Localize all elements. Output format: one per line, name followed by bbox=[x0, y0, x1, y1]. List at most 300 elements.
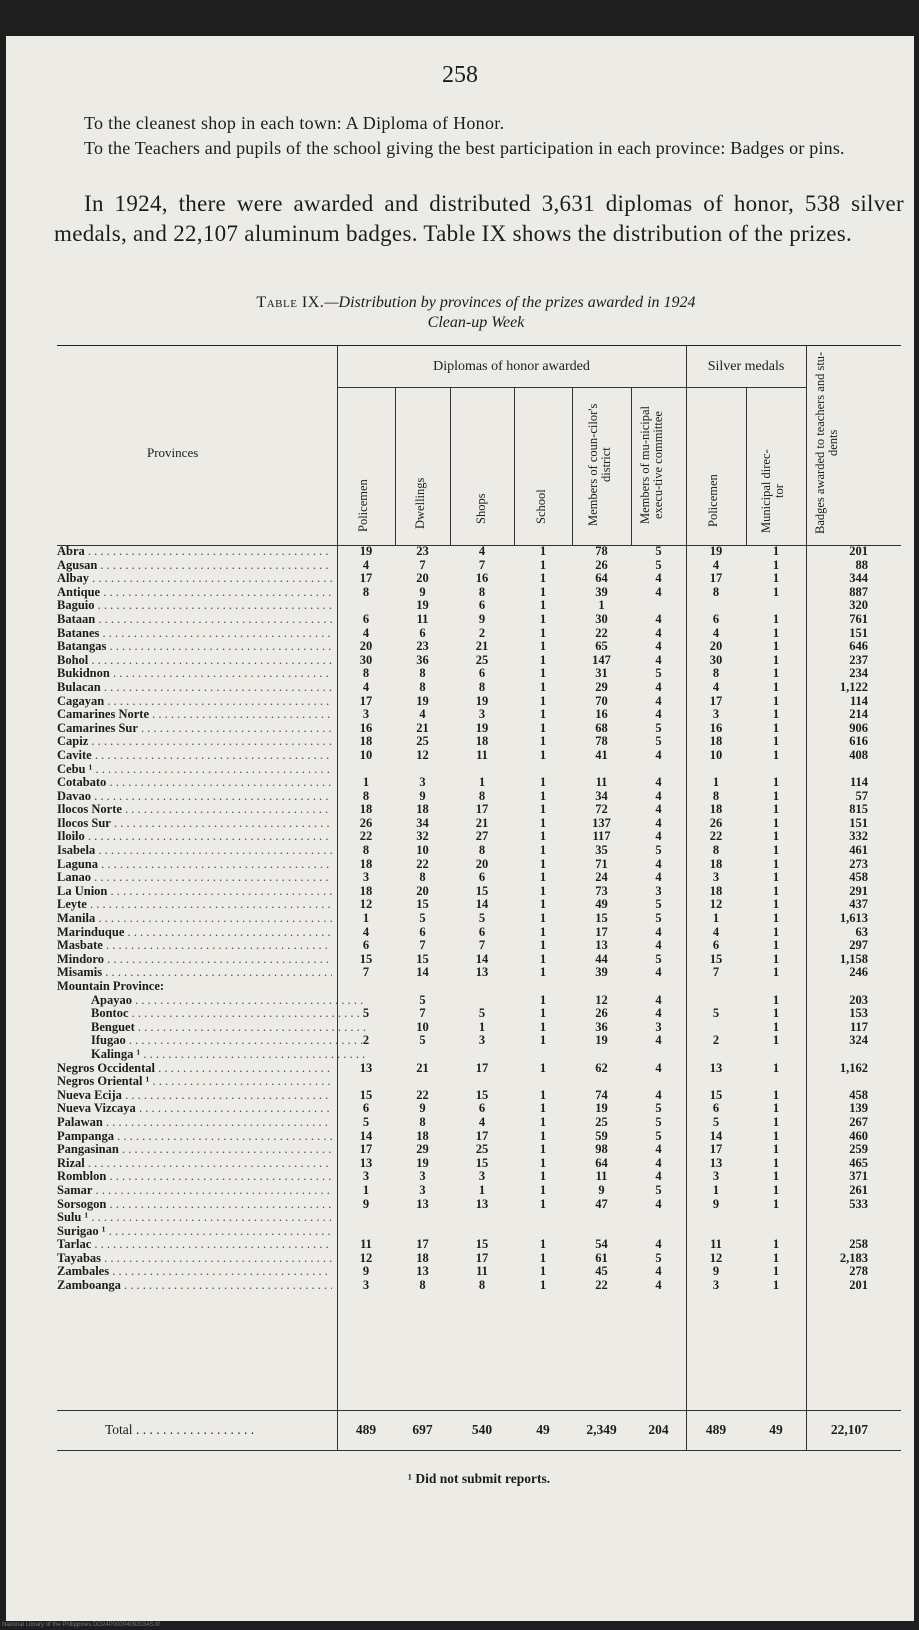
table-cell: 246 bbox=[849, 965, 868, 980]
table-cell: 1 bbox=[598, 598, 605, 613]
table-cell: 4 bbox=[655, 584, 662, 599]
table-top-rule bbox=[57, 345, 901, 346]
table-cell: 26 bbox=[595, 557, 608, 572]
table-cell: 17 bbox=[359, 693, 373, 708]
table-cell: 17 bbox=[475, 802, 489, 817]
column-header-executive-committee: Members of mu-nicipal execu-tive committee bbox=[638, 405, 665, 525]
table-cell: 8 bbox=[712, 584, 720, 599]
table-cell: 5 bbox=[655, 951, 662, 966]
table-row bbox=[57, 1062, 901, 1076]
document-page bbox=[6, 36, 914, 1621]
table-cell: 815 bbox=[849, 802, 868, 817]
table-cell: 12 bbox=[359, 897, 373, 912]
table-cell: 1 bbox=[539, 897, 547, 912]
table-cell: 8 bbox=[419, 1114, 426, 1129]
table-cell: 18 bbox=[359, 734, 373, 749]
table-cell: 278 bbox=[849, 1264, 868, 1279]
table-cell: 1 bbox=[539, 1182, 547, 1197]
table-cell: 9 bbox=[362, 1196, 370, 1211]
province-name: Ifugao . . . bbox=[91, 1034, 366, 1048]
table-cell: 73 bbox=[595, 883, 608, 898]
table-cell: 5 bbox=[655, 1182, 662, 1197]
table-cell: 1 bbox=[539, 924, 547, 939]
table-cell: 1 bbox=[772, 1182, 780, 1197]
table-cell: 15 bbox=[709, 1087, 723, 1102]
table-cell: 117 bbox=[849, 1019, 868, 1034]
table-cell: 19 bbox=[709, 544, 723, 558]
table-cell: 4 bbox=[655, 938, 662, 953]
table-cell: 1 bbox=[539, 707, 547, 722]
table-cell: 1 bbox=[539, 747, 547, 762]
table-cell: 3 bbox=[362, 870, 370, 885]
table-row bbox=[57, 722, 901, 736]
table-cell: 1 bbox=[772, 557, 780, 572]
group-rule bbox=[686, 387, 806, 388]
table-row bbox=[57, 735, 901, 749]
col-divider bbox=[631, 387, 632, 545]
table-cell: 4 bbox=[655, 571, 662, 586]
table-cell: 1 bbox=[772, 625, 780, 640]
table-cell: 8 bbox=[362, 584, 370, 599]
province-name: Ilocos Norte . . . bbox=[57, 803, 332, 817]
table-cell: 616 bbox=[849, 734, 868, 749]
table-cell: 1 bbox=[772, 544, 780, 558]
table-cell: 34 bbox=[416, 815, 429, 830]
table-cell: 18 bbox=[709, 802, 723, 817]
table-cell: 5 bbox=[655, 734, 662, 749]
province-name: Negros Occidental . . . bbox=[57, 1062, 332, 1076]
table-cell: 25 bbox=[475, 1142, 489, 1157]
province-name: Cebu ¹ . . . bbox=[57, 763, 332, 777]
table-cell: 6 bbox=[712, 938, 720, 953]
table-cell: 17 bbox=[475, 1060, 489, 1075]
table-cell: 6 bbox=[478, 924, 486, 939]
table-cell: 4 bbox=[362, 557, 370, 572]
col-divider bbox=[686, 1410, 687, 1450]
table-cell: 11 bbox=[710, 1237, 722, 1252]
table-cell: 12 bbox=[359, 1250, 373, 1265]
paragraph-cleanest-shop: To the cleanest shop in each town: A Diploma of Honor. bbox=[84, 113, 505, 133]
table-row bbox=[57, 1225, 901, 1239]
column-header-badges: Badges awarded to teachers and stu-dents bbox=[813, 351, 840, 535]
table-cell: 6 bbox=[362, 611, 370, 626]
column-header-councilors-district: Members of coun-cilor's district bbox=[586, 403, 613, 527]
col-divider bbox=[337, 345, 338, 545]
table-cell: 17 bbox=[475, 1250, 489, 1265]
total-cell: 2,349 bbox=[586, 1422, 617, 1437]
table-cell: 1 bbox=[772, 666, 780, 681]
table-cell: 3 bbox=[478, 1033, 486, 1048]
table-cell: 1 bbox=[478, 775, 486, 790]
table-cell: 1 bbox=[539, 992, 547, 1007]
table-row bbox=[57, 572, 901, 586]
total-cell: 49 bbox=[769, 1422, 783, 1437]
col-divider bbox=[395, 387, 396, 545]
table-cell: 3 bbox=[362, 1169, 370, 1184]
table-cell: 1 bbox=[772, 883, 780, 898]
table-cell: 1 bbox=[772, 829, 780, 844]
table-cell: 47 bbox=[595, 1196, 608, 1211]
province-name: Albay . . . bbox=[57, 572, 332, 586]
table-cell: 78 bbox=[595, 544, 608, 558]
table-cell: 4 bbox=[655, 788, 662, 803]
province-name: Nueva Ecija . . . bbox=[57, 1089, 332, 1103]
table-cell: 437 bbox=[849, 897, 868, 912]
province-name: Misamis . . . bbox=[57, 966, 332, 980]
table-cell: 21 bbox=[416, 1060, 429, 1075]
province-name: Palawan . . . bbox=[57, 1116, 332, 1130]
table-cell: 8 bbox=[712, 843, 720, 858]
table-cell: 16 bbox=[359, 720, 373, 735]
table-cell: 1 bbox=[772, 693, 780, 708]
table-cell: 1 bbox=[772, 897, 780, 912]
table-row bbox=[57, 1184, 901, 1198]
table-cell: 6 bbox=[478, 598, 486, 613]
table-cell: 4 bbox=[655, 652, 662, 667]
table-caption bbox=[56, 293, 896, 333]
table-cell: 4 bbox=[655, 707, 662, 722]
table-cell: 22 bbox=[595, 1278, 608, 1293]
table-cell: 8 bbox=[712, 788, 720, 803]
table-cell: 8 bbox=[362, 843, 370, 858]
table-cell: 13 bbox=[475, 1196, 489, 1211]
table-row bbox=[57, 776, 901, 790]
table-cell: 6 bbox=[478, 666, 486, 681]
table-cell: 14 bbox=[359, 1128, 373, 1143]
table-row bbox=[57, 1007, 901, 1021]
table-cell: 2 bbox=[712, 1033, 720, 1048]
table-cell: 1 bbox=[539, 856, 547, 871]
table-cell: 1 bbox=[539, 775, 547, 790]
table-cell: 25 bbox=[475, 652, 489, 667]
table-cell: 1 bbox=[772, 1101, 780, 1116]
group-header-silver-medals: Silver medals bbox=[707, 359, 785, 374]
table-cell: 8 bbox=[419, 1278, 426, 1293]
table-cell: 259 bbox=[849, 1142, 868, 1157]
total-cell: 489 bbox=[705, 1422, 727, 1437]
table-cell: 6 bbox=[478, 870, 486, 885]
province-name: Mountain Province: bbox=[57, 980, 165, 993]
table-cell: 19 bbox=[595, 1033, 608, 1048]
table-cell: 21 bbox=[475, 639, 489, 654]
table-cell: 887 bbox=[849, 584, 868, 599]
table-cell: 3 bbox=[655, 1019, 662, 1034]
table-cell: 18 bbox=[416, 1128, 429, 1143]
table-cell: 1 bbox=[772, 938, 780, 953]
table-cell: 1 bbox=[772, 992, 780, 1007]
table-cell: 20 bbox=[416, 883, 429, 898]
table-cell: 16 bbox=[595, 707, 608, 722]
table-row bbox=[57, 1021, 901, 1035]
table-cell: 761 bbox=[849, 611, 868, 626]
table-cell: 5 bbox=[478, 1006, 486, 1021]
total-row bbox=[57, 1410, 901, 1450]
table-cell: 16 bbox=[475, 571, 489, 586]
total-label: Total . . . bbox=[105, 1410, 254, 1450]
group-header-diplomas: Diplomas of honor awarded bbox=[433, 359, 590, 374]
table-row bbox=[57, 790, 901, 804]
table-cell: 59 bbox=[595, 1128, 608, 1143]
table-cell: 13 bbox=[475, 965, 489, 980]
table-cell: 1 bbox=[539, 1006, 547, 1021]
table-cell: 1 bbox=[772, 1033, 780, 1048]
table-cell: 21 bbox=[475, 815, 489, 830]
col-divider bbox=[337, 1410, 338, 1450]
table-cell: 39 bbox=[595, 965, 608, 980]
table-cell: 6 bbox=[362, 938, 370, 953]
table-cell: 31 bbox=[595, 666, 608, 681]
table-cell: 1 bbox=[772, 1196, 780, 1211]
table-cell: 261 bbox=[849, 1182, 868, 1197]
province-name: Bontoc . . . bbox=[91, 1007, 366, 1021]
table-cell: 10 bbox=[416, 843, 429, 858]
table-cell: 1 bbox=[772, 951, 780, 966]
table-cell: 4 bbox=[362, 924, 370, 939]
province-name: Davao . . . bbox=[57, 790, 332, 804]
table-cell: 25 bbox=[595, 1114, 608, 1129]
table-cell: 88 bbox=[855, 557, 868, 572]
table-cell: 9 bbox=[419, 584, 426, 599]
table-cell: 15 bbox=[475, 1237, 489, 1252]
table-cell: 14 bbox=[475, 897, 489, 912]
table-cell: 1 bbox=[712, 911, 720, 926]
table-cell: 4 bbox=[655, 802, 662, 817]
table-row bbox=[57, 763, 901, 777]
table-cell: 1 bbox=[539, 965, 547, 980]
table-cell: 9 bbox=[712, 1264, 720, 1279]
table-row bbox=[57, 994, 901, 1008]
table-cell: 4 bbox=[655, 829, 662, 844]
table-cell: 1 bbox=[772, 815, 780, 830]
table-cell: 15 bbox=[359, 1087, 373, 1102]
table-cell: 1 bbox=[772, 1006, 780, 1021]
table-cell: 4 bbox=[712, 679, 720, 694]
table-cell: 1 bbox=[772, 802, 780, 817]
table-cell: 1 bbox=[772, 1278, 780, 1293]
table-body bbox=[57, 545, 901, 1293]
table-row bbox=[57, 1075, 901, 1089]
table-row bbox=[57, 1157, 901, 1171]
table-cell: 29 bbox=[416, 1142, 429, 1157]
table-cell: 4 bbox=[655, 775, 662, 790]
table-cell: 10 bbox=[709, 747, 723, 762]
table-row bbox=[57, 817, 901, 831]
table-cell: 5 bbox=[712, 1114, 720, 1129]
table-cell: 5 bbox=[655, 666, 662, 681]
province-name: Baguio . . . bbox=[57, 599, 332, 613]
table-row bbox=[57, 1279, 901, 1293]
table-cell: 17 bbox=[475, 1128, 489, 1143]
table-cell: 1 bbox=[539, 870, 547, 885]
table-cell: 8 bbox=[478, 1278, 486, 1293]
table-cell: 6 bbox=[712, 611, 720, 626]
table-cell: 7 bbox=[478, 938, 486, 953]
table-cell: 15 bbox=[709, 951, 723, 966]
table-caption-text: —Distribution by provinces of the prizes awarded in 1924 bbox=[324, 294, 696, 311]
table-cell: 1 bbox=[539, 652, 547, 667]
table-cell: 3 bbox=[478, 707, 486, 722]
province-name: Cotabato . . . bbox=[57, 776, 332, 790]
table-cell: 11 bbox=[476, 1264, 488, 1279]
province-name: Zambales . . . bbox=[57, 1265, 332, 1279]
table-row bbox=[57, 1238, 901, 1252]
table-row bbox=[57, 1211, 901, 1225]
table-cell: 1 bbox=[539, 1264, 547, 1279]
total-cell: 49 bbox=[536, 1422, 550, 1437]
table-cell: 5 bbox=[419, 911, 426, 926]
table-cell: 8 bbox=[478, 843, 486, 858]
table-cell: 1 bbox=[539, 1142, 547, 1157]
province-name: Capiz . . . bbox=[57, 735, 332, 749]
table-cell: 19 bbox=[416, 598, 429, 613]
province-name: Tarlac . . . bbox=[57, 1238, 332, 1252]
table-cell: 5 bbox=[655, 1114, 662, 1129]
table-cell: 13 bbox=[709, 1155, 723, 1170]
table-row bbox=[57, 749, 901, 763]
table-row bbox=[57, 1265, 901, 1279]
province-name: Leyte . . . bbox=[57, 898, 332, 912]
table-cell: 18 bbox=[359, 856, 373, 871]
table-cell: 1 bbox=[539, 1128, 547, 1143]
col-divider bbox=[806, 1410, 807, 1450]
table-cell: 8 bbox=[362, 666, 370, 681]
table-row bbox=[57, 654, 901, 668]
table-cell: 4 bbox=[362, 625, 370, 640]
table-cell: 12 bbox=[709, 897, 723, 912]
column-header-policemen: Policemen bbox=[356, 479, 370, 533]
column-header-school: School bbox=[534, 489, 548, 525]
table-cell: 4 bbox=[655, 856, 662, 871]
table-cell: 1 bbox=[772, 843, 780, 858]
table-cell: 4 bbox=[655, 1087, 662, 1102]
total-cell: 489 bbox=[355, 1422, 377, 1437]
province-name: Antique . . . bbox=[57, 586, 332, 600]
table-cell: 7 bbox=[419, 938, 426, 953]
table-cell: 458 bbox=[849, 870, 868, 885]
table-cell: 18 bbox=[359, 802, 373, 817]
table-cell: 461 bbox=[849, 843, 868, 858]
table-caption-subtitle: Clean-up Week bbox=[427, 314, 525, 331]
table-cell: 64 bbox=[595, 571, 608, 586]
table-row bbox=[57, 980, 901, 994]
table-cell: 3 bbox=[478, 1169, 486, 1184]
table-row bbox=[57, 953, 901, 967]
table-cell: 646 bbox=[849, 639, 868, 654]
table-cell: 1 bbox=[772, 1250, 780, 1265]
table-cell: 4 bbox=[655, 924, 662, 939]
table-cell: 4 bbox=[655, 639, 662, 654]
table-cell: 6 bbox=[419, 924, 426, 939]
table-cell: 4 bbox=[655, 1169, 662, 1184]
table-cell: 1 bbox=[772, 1114, 780, 1129]
table-cell: 1 bbox=[539, 571, 547, 586]
table-cell: 4 bbox=[362, 679, 370, 694]
table-cell: 4 bbox=[655, 1264, 662, 1279]
table-cell: 61 bbox=[595, 1250, 608, 1265]
table-cell: 54 bbox=[595, 1237, 608, 1252]
table-cell: 22 bbox=[416, 856, 429, 871]
table-cell: 5 bbox=[655, 720, 662, 735]
table-cell: 344 bbox=[849, 571, 868, 586]
table-cell: 4 bbox=[655, 679, 662, 694]
table-cell: 1 bbox=[539, 815, 547, 830]
table-row bbox=[57, 1116, 901, 1130]
table-cell: 15 bbox=[475, 1087, 489, 1102]
table-cell: 4 bbox=[655, 1278, 662, 1293]
table-cell: 13 bbox=[359, 1155, 373, 1170]
table-cell: 3 bbox=[419, 775, 426, 790]
table-cell: 1 bbox=[539, 1033, 547, 1048]
table-cell: 1 bbox=[539, 679, 547, 694]
table-cell: 458 bbox=[849, 1087, 868, 1102]
province-name: Samar . . . bbox=[57, 1184, 332, 1198]
table-cell: 7 bbox=[478, 557, 486, 572]
table-cell: 1 bbox=[772, 679, 780, 694]
province-name: Nueva Vizcaya . . . bbox=[57, 1102, 332, 1116]
table-cell: 5 bbox=[362, 1114, 370, 1129]
table-cell: 3 bbox=[419, 1169, 426, 1184]
province-name: Tayabas . . . bbox=[57, 1252, 332, 1266]
table-cell: 8 bbox=[419, 870, 426, 885]
table-cell: 371 bbox=[849, 1169, 868, 1184]
table-cell: 3 bbox=[712, 870, 720, 885]
table-cell: 237 bbox=[849, 652, 868, 667]
table-cell: 1 bbox=[772, 788, 780, 803]
table-cell: 6 bbox=[362, 1101, 370, 1116]
table-cell: 19 bbox=[475, 693, 489, 708]
table-cell: 78 bbox=[595, 734, 608, 749]
table-cell: 1 bbox=[539, 1169, 547, 1184]
province-name: Isabela . . . bbox=[57, 844, 332, 858]
table-cell: 1 bbox=[772, 870, 780, 885]
table-cell: 1 bbox=[362, 1182, 370, 1197]
table-cell: 4 bbox=[655, 625, 662, 640]
table-row bbox=[57, 1170, 901, 1184]
table-cell: 5 bbox=[655, 1128, 662, 1143]
table-cell: 18 bbox=[709, 734, 723, 749]
table-cell: 8 bbox=[478, 584, 486, 599]
total-bottom-rule bbox=[57, 1450, 901, 1451]
table-cell: 10 bbox=[416, 1019, 429, 1034]
col-divider bbox=[686, 345, 687, 545]
province-name: Rizal . . . bbox=[57, 1157, 332, 1171]
province-name: Bataan . . . bbox=[57, 613, 332, 627]
table-cell: 1 bbox=[478, 1019, 486, 1034]
table-cell: 13 bbox=[359, 1060, 373, 1075]
table-cell: 5 bbox=[655, 911, 662, 926]
column-header-shops: Shops bbox=[474, 493, 488, 525]
table-cell: 22 bbox=[359, 829, 373, 844]
table-cell: 18 bbox=[709, 856, 723, 871]
province-name: Laguna . . . bbox=[57, 858, 332, 872]
table-row bbox=[57, 586, 901, 600]
table-cell: 1,162 bbox=[839, 1060, 868, 1075]
table-cell: 5 bbox=[655, 1101, 662, 1116]
table-cell: 117 bbox=[592, 829, 611, 844]
table-cell: 12 bbox=[709, 1250, 723, 1265]
table-cell: 68 bbox=[595, 720, 608, 735]
table-cell: 36 bbox=[595, 1019, 608, 1034]
province-name: Negros Oriental ¹ . . . bbox=[57, 1075, 332, 1089]
table-cell: 114 bbox=[849, 693, 868, 708]
table-cell: 1 bbox=[772, 856, 780, 871]
table-cell: 1 bbox=[539, 829, 547, 844]
table-cell: 533 bbox=[849, 1196, 868, 1211]
province-name: Camarines Norte . . . bbox=[57, 708, 332, 722]
table-cell: 1 bbox=[712, 775, 720, 790]
table-row bbox=[57, 939, 901, 953]
table-cell: 214 bbox=[849, 707, 868, 722]
